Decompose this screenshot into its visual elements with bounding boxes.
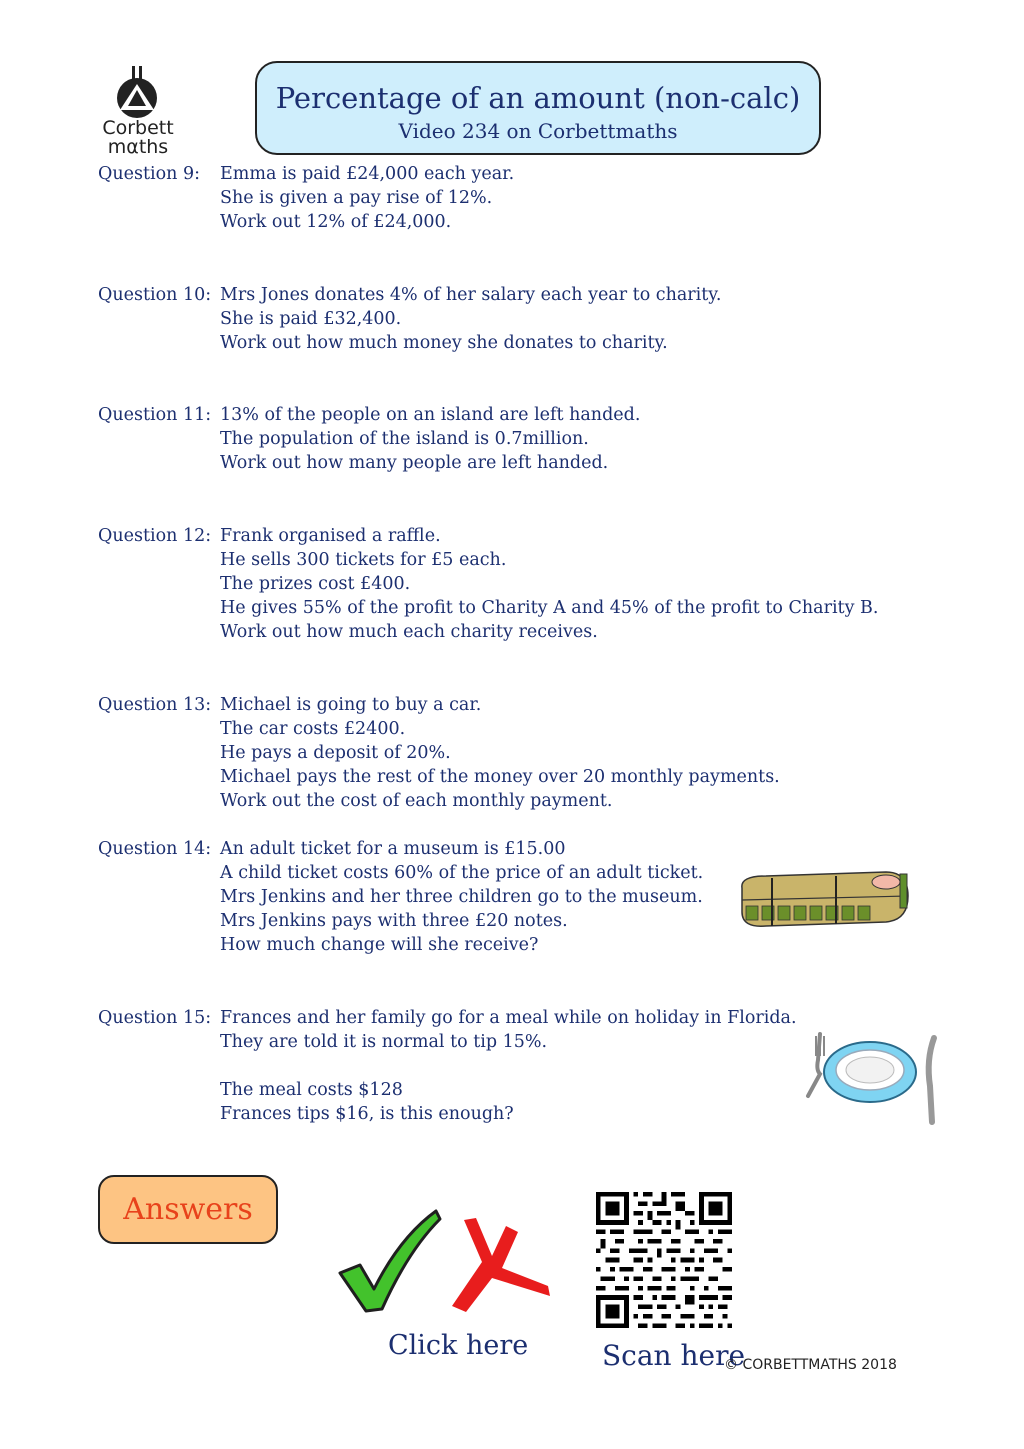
question-line: Michael is going to buy a car.: [220, 695, 482, 715]
page-subtitle: Video 234 on Corbettmaths: [398, 119, 678, 143]
question-line: Frances tips $16, is this enough?: [220, 1104, 514, 1125]
check-icon[interactable]: [336, 1207, 442, 1317]
question-line: They are told it is normal to tip 15%.: [220, 1032, 548, 1053]
question-line: How much change will she receive?: [220, 935, 539, 956]
question-line: Emma is paid £24,000 each year.: [220, 164, 515, 184]
logo-text-corbett: Corbett: [102, 117, 174, 139]
question-line: He sells 300 tickets for £5 each.: [220, 550, 507, 571]
question-15-text: [220, 1006, 797, 1126]
qr-code: [596, 1192, 732, 1328]
mummy-sarcophagus-icon: [736, 866, 912, 934]
question-12-text: [220, 524, 878, 644]
question-line: An adult ticket for a museum is £15.00: [220, 839, 566, 859]
question-line: Frank organised a raffle.: [220, 526, 441, 546]
answers-button[interactable]: [98, 1175, 278, 1244]
answers-label: Answers: [123, 1192, 253, 1227]
question-9-text: [220, 162, 514, 234]
question-line: Work out 12% of £24,000.: [220, 212, 452, 233]
question-11-text: [220, 403, 640, 475]
logo-text-maths: mαths: [107, 136, 169, 158]
question-line: [220, 1054, 797, 1078]
question-10-text: [220, 283, 721, 355]
question-line: Mrs Jenkins pays with three £20 notes.: [220, 911, 568, 932]
question-10-label: Question 10:: [98, 285, 212, 305]
question-13-label: Question 13:: [98, 695, 212, 715]
question-line: She is paid £32,400.: [220, 309, 402, 330]
question-line: The meal costs $128: [220, 1080, 403, 1101]
title-box: [255, 61, 821, 155]
question-13-text: [220, 693, 780, 813]
copyright-text: © CORBETTMATHS 2018: [724, 1357, 897, 1373]
question-line: He pays a deposit of 20%.: [220, 743, 451, 764]
scan-here-label: Scan here: [602, 1339, 746, 1372]
question-line: Frances and her family go for a meal while on holiday in Florida.: [220, 1008, 797, 1028]
question-line: Mrs Jenkins and her three children go to the museum.: [220, 887, 703, 908]
page-title: Percentage of an amount (non-calc): [275, 81, 801, 115]
question-line: She is given a pay rise of 12%.: [220, 188, 493, 209]
question-line: Mrs Jones donates 4% of her salary each year to charity.: [220, 285, 722, 305]
corbettmaths-logo-mark: [110, 66, 166, 118]
question-line: He gives 55% of the profit to Charity A and 45% of the profit to Charity B.: [220, 598, 879, 619]
question-line: Michael pays the rest of the money over 20 monthly payments.: [220, 767, 780, 788]
question-line: A child ticket costs 60% of the price of an adult ticket.: [220, 863, 704, 884]
question-line: Work out how much money she donates to charity.: [220, 333, 668, 354]
question-14-text: [220, 837, 703, 957]
question-15-label: Question 15:: [98, 1008, 212, 1028]
question-line: Work out the cost of each monthly payment.: [220, 791, 613, 812]
plate-cutlery-icon: [800, 1030, 940, 1130]
question-line: The car costs £2400.: [220, 719, 406, 740]
question-line: 13% of the people on an island are left handed.: [220, 405, 641, 425]
question-14-label: Question 14:: [98, 839, 212, 859]
question-line: The prizes cost £400.: [220, 574, 411, 595]
cross-icon[interactable]: [448, 1216, 554, 1316]
click-here-link[interactable]: Click here: [388, 1330, 529, 1361]
question-11-label: Question 11:: [98, 405, 212, 425]
question-line: Work out how many people are left handed.: [220, 453, 609, 474]
corbettmaths-logo: [96, 66, 180, 162]
question-12-label: Question 12:: [98, 526, 212, 546]
question-9-label: Question 9:: [98, 164, 200, 184]
question-line: Work out how much each charity receives.: [220, 622, 598, 643]
question-line: The population of the island is 0.7million.: [220, 429, 589, 450]
